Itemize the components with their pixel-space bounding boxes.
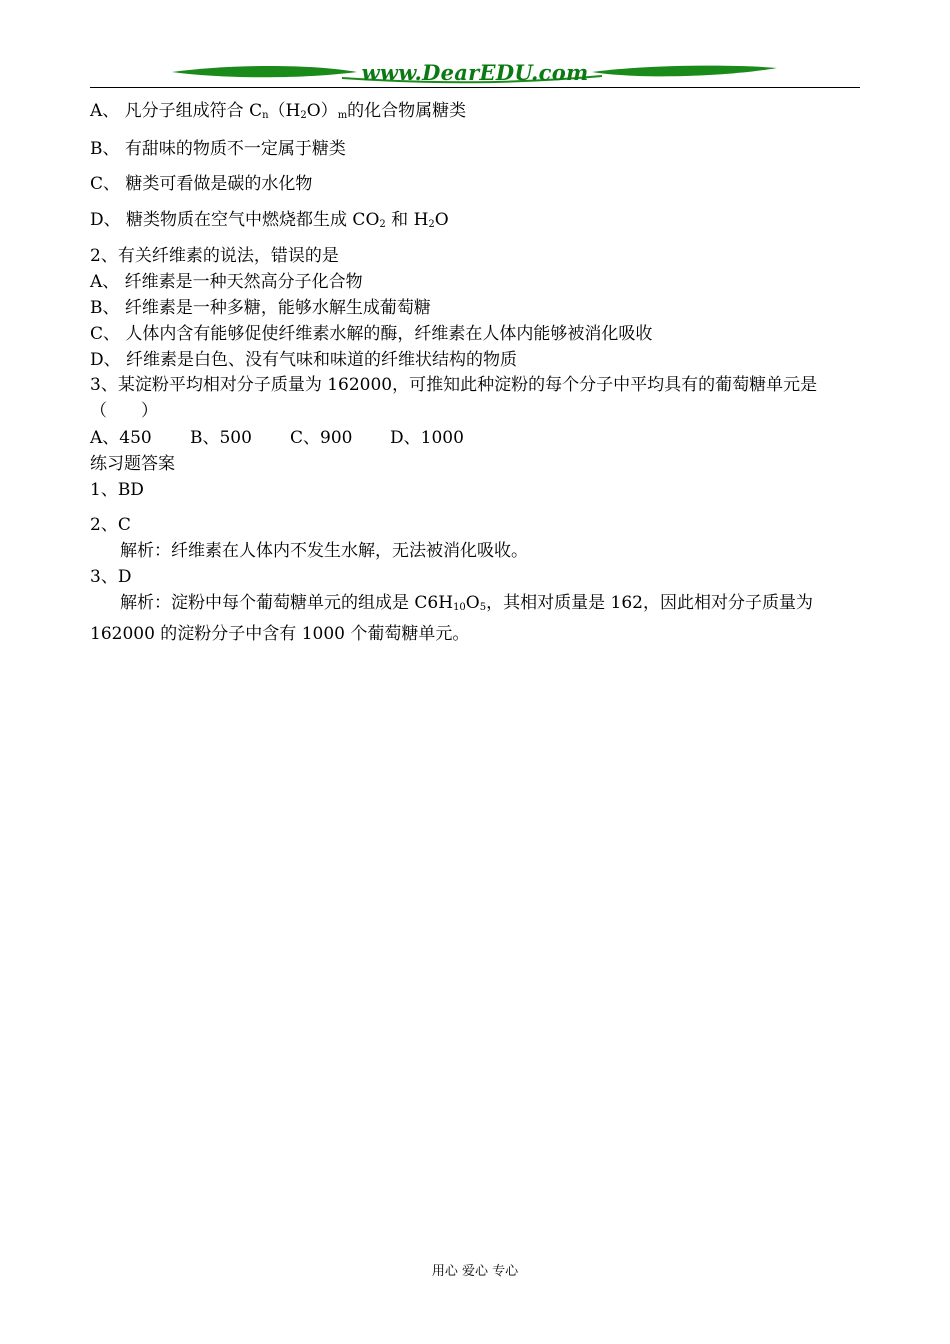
header-rule: [90, 87, 860, 88]
q3-option-a: A、450: [90, 428, 152, 448]
q2-option-a: A、 纤维素是一种天然高分子化合物: [90, 272, 363, 292]
answer-2: 2、C: [90, 515, 131, 535]
q3-option-c: C、900: [290, 428, 353, 448]
answers-title: 练习题答案: [90, 454, 175, 474]
q3-stem: 3、某淀粉平均相对分子质量为 162000，可推知此种淀粉的每个分子中平均具有的葡萄糖单元是（ ）: [90, 375, 818, 421]
q1-option-a: A、 凡分子组成符合 $C_n(H_2O)_m$的化合物属糖类: [90, 101, 467, 121]
q2-stem: 2、有关纤维素的说法，错误的是: [90, 246, 339, 266]
answer-3: 3、D: [90, 567, 132, 587]
page-header: [90, 56, 860, 90]
answer-2-explanation: 解析：纤维素在人体内不发生水解，无法被消化吸收。: [120, 541, 528, 561]
q3-option-b: B、500: [190, 428, 252, 448]
q3-options: [90, 427, 464, 449]
q3-option-d: D、1000: [390, 428, 464, 448]
answer-3-explanation: 解析：淀粉中每个葡萄糖单元的组成是 $C6H_{10}O_5$，其相对质量是 162，因此相对分子质量为 162000 的淀粉分子中含有 1000 个葡萄糖单元。: [90, 593, 813, 644]
q1-option-c: C、 糖类可看做是碳的水化物: [90, 174, 313, 194]
q2-option-d: D、 纤维素是白色、没有气味和味道的纤维状结构的物质: [90, 350, 518, 370]
q2-option-b: B、 纤维素是一种多糖，能够水解生成葡萄糖: [90, 298, 431, 318]
page-footer: 用心 爱心 专心: [431, 1264, 519, 1279]
q2-option-c: C、 人体内含有能够促使纤维素水解的酶，纤维素在人体内能够被消化吸收: [90, 324, 653, 344]
site-logo-text: www.DearEDU.com: [361, 60, 589, 85]
q1-option-d: D、 糖类物质在空气中燃烧都生成 $CO_2$ 和 $H_2O$: [90, 210, 449, 230]
q1-option-b: B、 有甜味的物质不一定属于糖类: [90, 139, 346, 159]
answer-1: 1、BD: [90, 480, 144, 500]
